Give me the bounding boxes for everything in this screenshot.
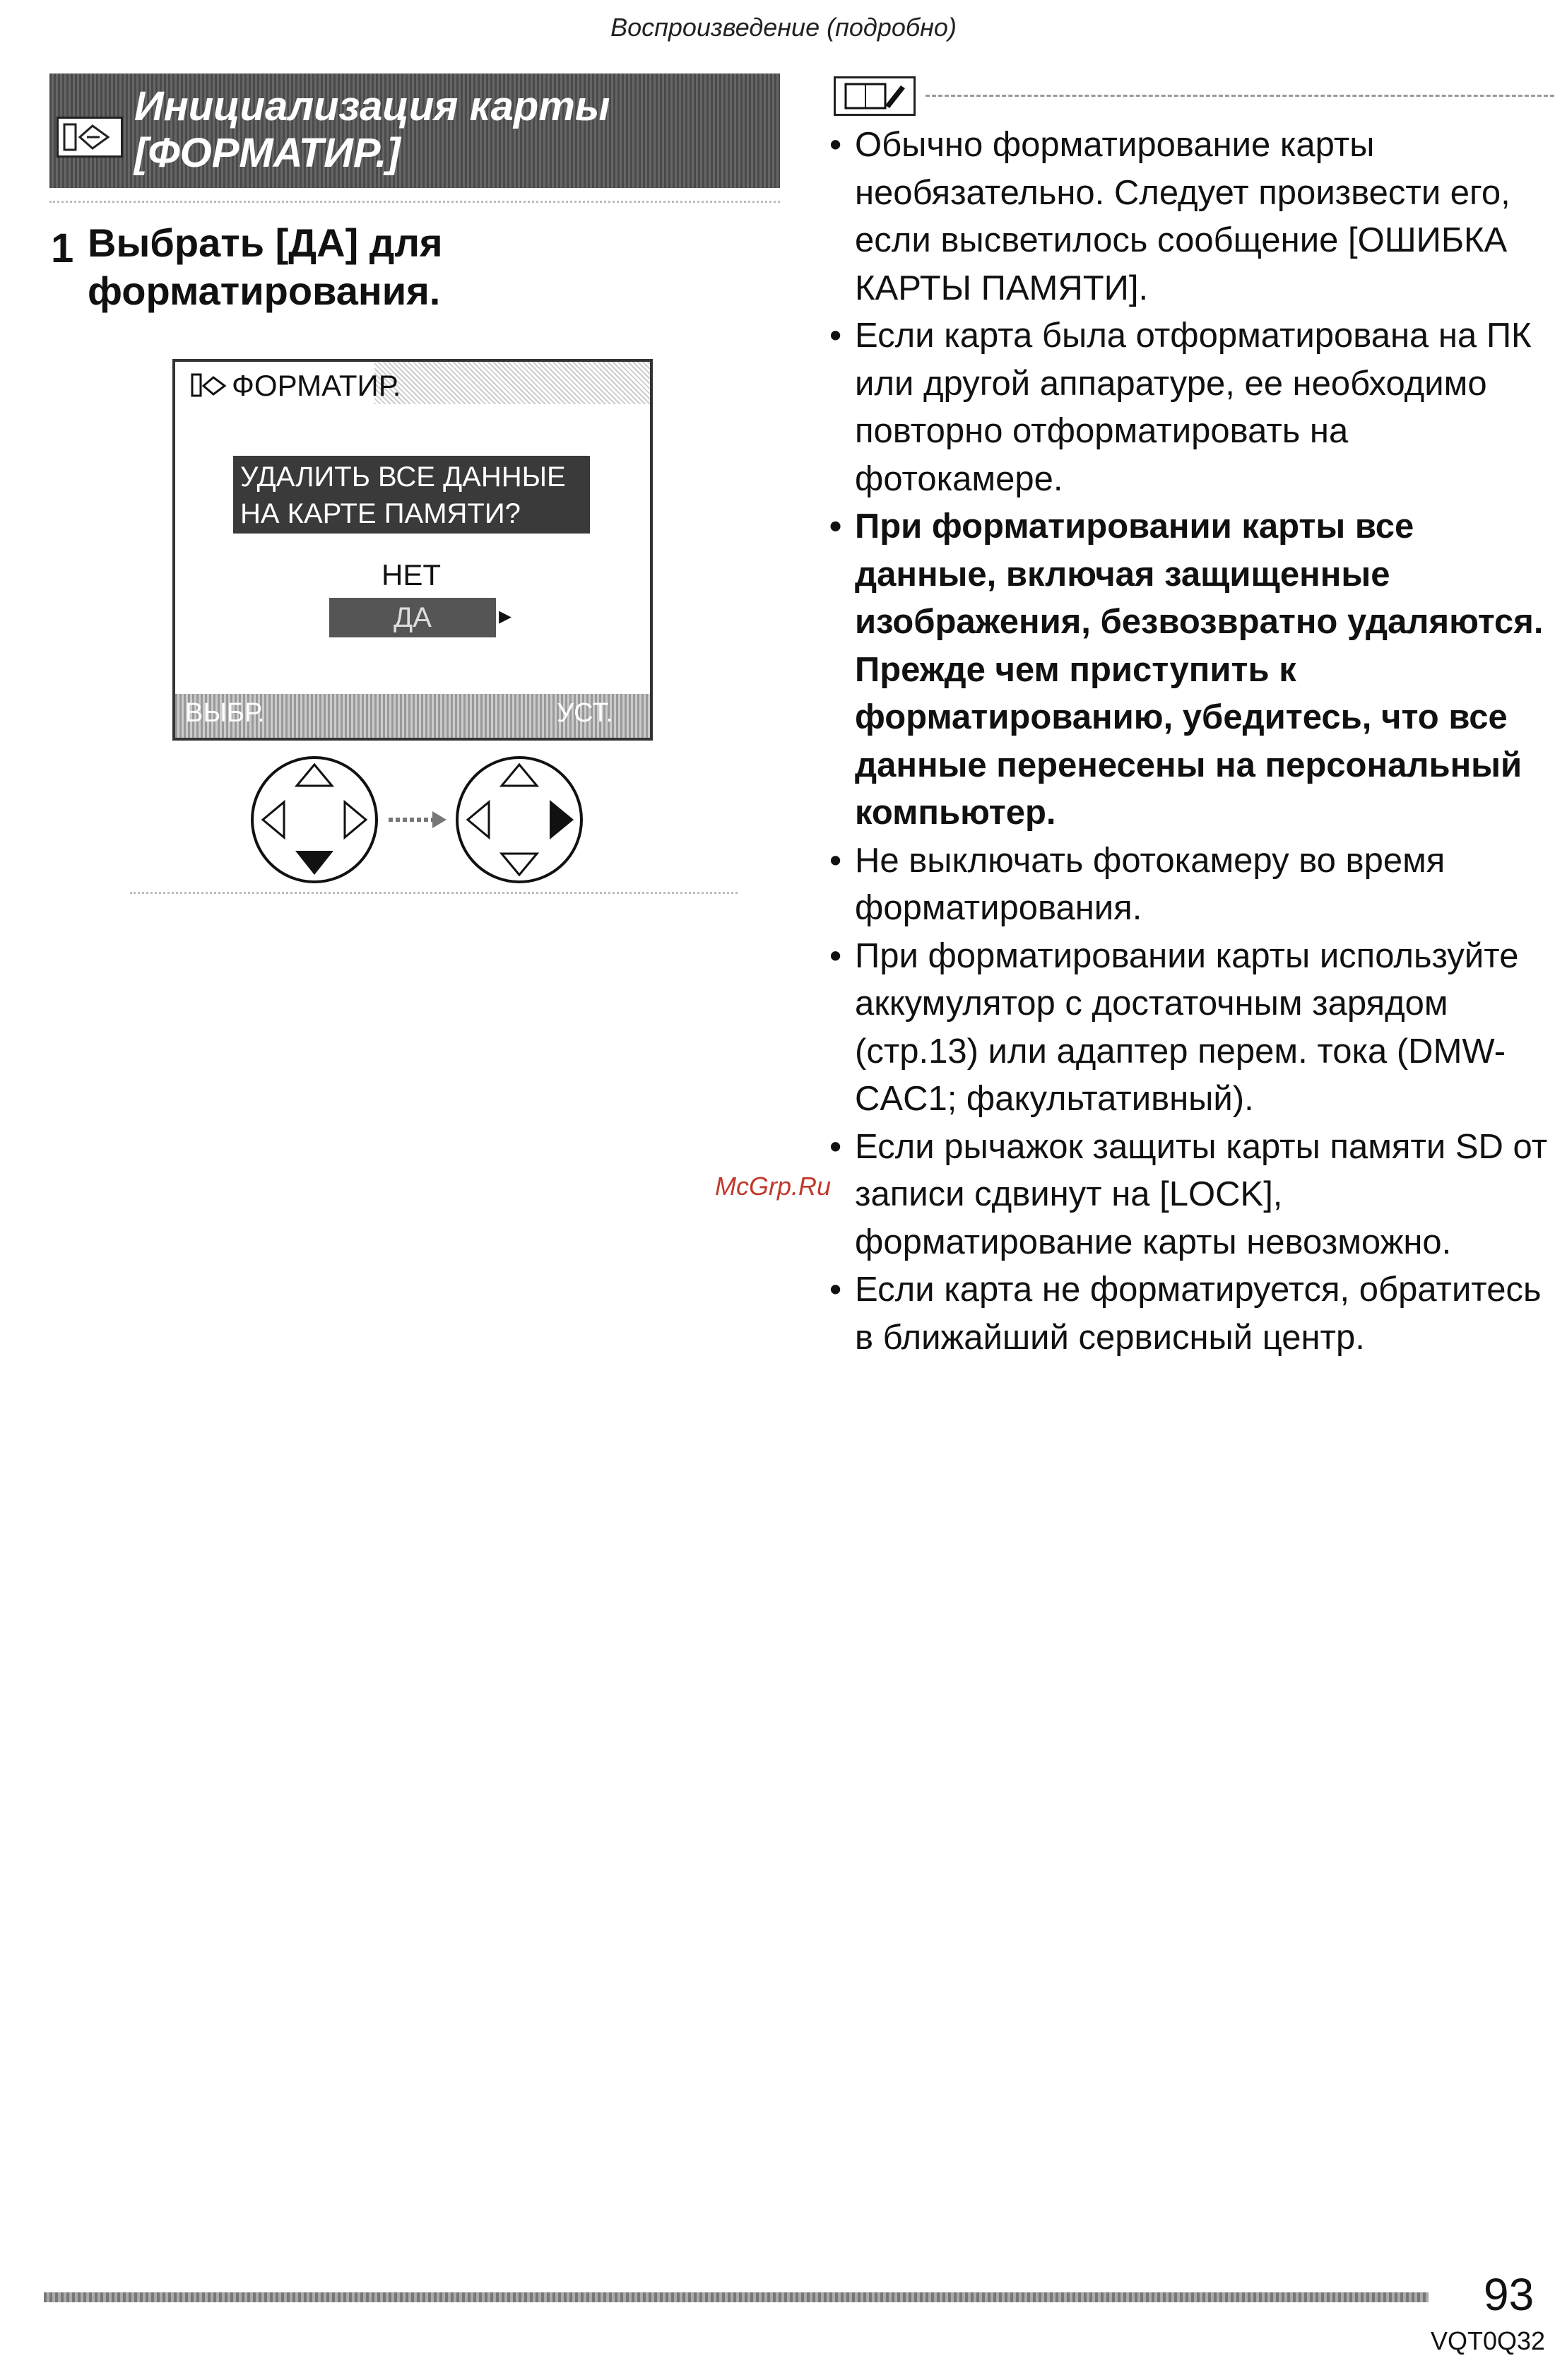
page-number: 93 xyxy=(1484,2269,1535,2320)
note-text: Если карта не форматируется, обратитесь в ближайший сервисный центр. xyxy=(855,1271,1542,1357)
lcd-title-band xyxy=(374,362,650,404)
note-item: • Если карта не форматируется, обратитесь в ближайший сервисный центр. xyxy=(829,1271,1542,1357)
section-title xyxy=(134,83,610,177)
note-text: Обычно форматирование карты необязательно. Следует произвести его, если высветилось сообщение [ОШИБКА КАРТЫ ПАМЯТИ]. xyxy=(855,126,1510,307)
section-title-line1: Инициализация карты xyxy=(134,83,610,129)
section-title-line2: [ФОРМАТИР.] xyxy=(134,130,401,176)
divider xyxy=(49,201,780,203)
note-item: • Если рычажок защиты карты памяти SD от записи сдвинут на [LOCK], форматирование карты невозможно. xyxy=(829,1127,1548,1261)
note-item: • При форматировании карты используйте аккумулятор с достаточным зарядом (стр.13) или адаптер перем. тока (DMW-CAC1; факультативный). xyxy=(829,936,1519,1118)
lcd-title xyxy=(189,369,401,403)
note-item: • Если карта была отформатирована на ПК или другой аппаратуре, ее необходимо повторно отформатировать на фотокамере. xyxy=(829,317,1532,498)
note-item: • Обычно форматирование карты необязательно. Следует произвести его, если высветилось сообщение [ОШИБКА КАРТЫ ПАМЯТИ]. xyxy=(829,126,1510,307)
lcd-question-line2: НА КАРТЕ ПАМЯТИ? xyxy=(240,498,521,529)
down-arrow-pressed-icon xyxy=(252,758,377,882)
note-text: Если рычажок защиты карты памяти SD от записи сдвинут на [LOCK], форматирование карты невозможно. xyxy=(855,1127,1548,1261)
caret-right-icon: ▸ xyxy=(499,601,512,630)
document-code: VQT0Q32 xyxy=(1431,2326,1546,2355)
lcd-question-line1: УДАЛИТЬ ВСЕ ДАННЫЕ xyxy=(240,461,566,493)
lcd-select-label: ВЫБР. xyxy=(185,698,265,728)
note-text: При форматировании карты все данные, включая защищенные изображения, безвозвратно удаляются. Прежде чем приступить к форматированию, убедитесь, что все данные перенесены на персональный компьютер. xyxy=(855,507,1544,832)
lcd-title-text: ФОРМАТИР. xyxy=(232,369,401,402)
lcd-screen xyxy=(172,359,653,741)
note-item-warning: • При форматировании карты все данные, включая защищенные изображения, безвозвратно удаляются. Прежде чем приступить к форматированию, убедитесь, что все данные перенесены на персональный компьютер. xyxy=(829,507,1544,832)
note-item: • Не выключать фотокамеру во время форматирования. xyxy=(829,841,1445,927)
memo-icon xyxy=(834,76,916,116)
right-arrow-pressed-icon xyxy=(457,758,581,882)
step-number: 1 xyxy=(51,225,74,271)
footer-bar xyxy=(44,2292,1429,2302)
note-text: Не выключать фотокамеру во время форматирования. xyxy=(855,841,1445,927)
lcd-option-no: НЕТ xyxy=(382,558,441,591)
lcd-option-yes: ДА xyxy=(329,598,496,637)
lcd-set-label: УСТ. xyxy=(557,698,613,728)
arrow-right-icon xyxy=(389,811,447,828)
step-text: Выбрать [ДА] для форматирования. xyxy=(88,220,443,313)
card-format-icon xyxy=(57,117,123,158)
watermark: McGrp.Ru xyxy=(715,1172,832,1201)
dpad-illustration xyxy=(247,749,650,890)
note-text: При форматировании карты используйте аккумулятор с достаточным зарядом (стр.13) или адаптер перем. тока (DMW-CAC1; факультативный). xyxy=(855,936,1519,1118)
notes-list xyxy=(820,122,1554,1362)
memo-divider xyxy=(926,95,1554,97)
divider xyxy=(130,892,738,894)
note-text: Если карта была отформатирована на ПК или другой аппаратуре, ее необходимо повторно отформатировать на фотокамере. xyxy=(855,317,1532,498)
card-format-icon xyxy=(189,372,232,400)
lcd-question xyxy=(233,456,590,534)
running-head: Воспроизведение (подробно) xyxy=(610,13,957,42)
